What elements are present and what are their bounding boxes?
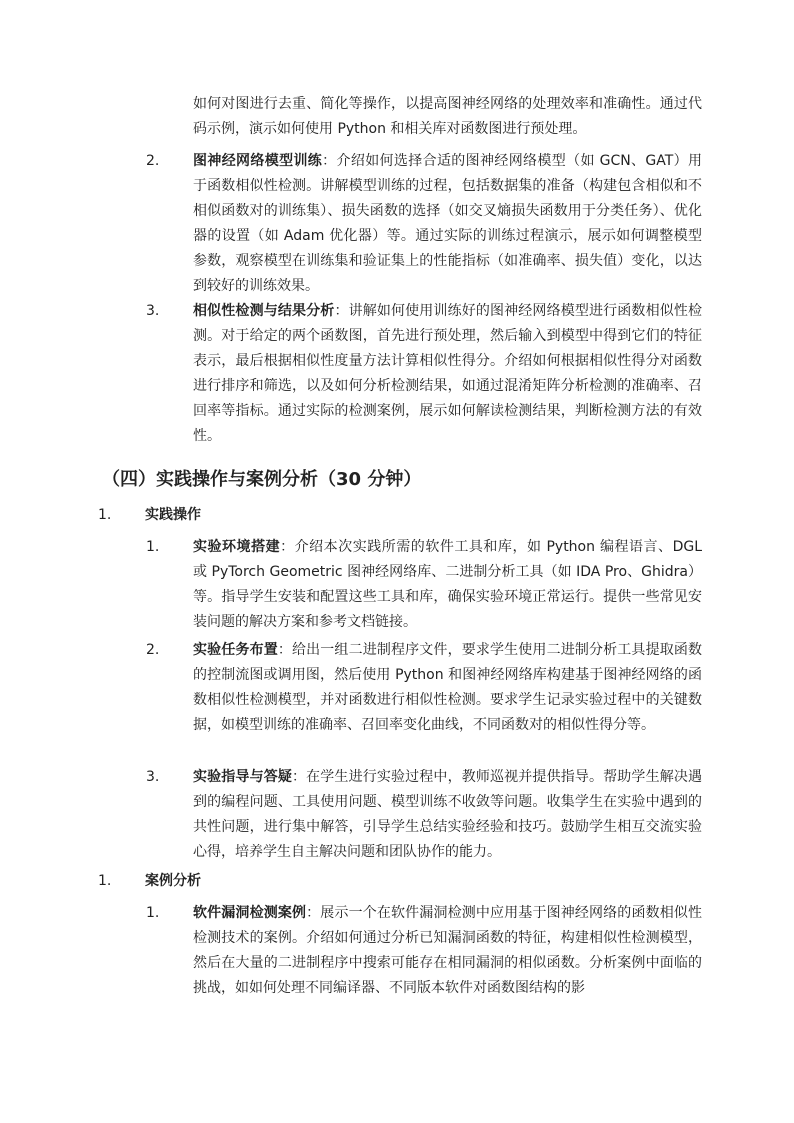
list-number: 1. <box>98 873 112 889</box>
list-label: 案例分析 <box>145 873 201 889</box>
section-heading: （四）实践操作与案例分析（30 分钟） <box>102 469 422 490</box>
item-body: ：给出一组二进制程序文件，要求学生使用二进制分析工具提取函数的控制流图或调用图，然后使用 Python 和图神经网络库构建基于图神经网络的函数相似性检测模型，并对函数进行相似性检测。要求学生记录实验过程中的关键数据，如模型训练的准确率、召回率变化曲线，不同函数对的相似性得分等。 <box>193 642 703 733</box>
list-item-level1 <box>98 503 702 528</box>
item-title: 软件漏洞检测案例 <box>193 905 307 921</box>
item-title: 实验任务布置 <box>193 642 278 658</box>
item-body: ：介绍本次实践所需的软件工具和库，如 Python 编程语言、DGL 或 PyTorch Geometric 图神经网络库、二进制分析工具（如 IDA Pro、Ghidra）等。指导学生安装和配置这些工具和库，确保实验环境正常运行。提供一些常见安装问题的解决方案和参考文档链接。 <box>193 539 702 630</box>
list-item <box>146 765 702 865</box>
list-number: 1. <box>146 905 160 921</box>
list-paragraph <box>193 149 702 299</box>
list-item <box>146 638 702 738</box>
list-paragraph <box>193 638 702 738</box>
list-item <box>146 149 702 299</box>
list-number: 3. <box>146 303 160 319</box>
intro-text: 如何对图进行去重、简化等操作，以提高图神经网络的处理效率和准确性。通过代码示例，演示如何使用 Python 和相关库对函数图进行预处理。 <box>193 96 702 137</box>
list-item <box>146 535 702 635</box>
item-title: 相似性检测与结果分析 <box>193 303 335 319</box>
item-body: ：展示一个在软件漏洞检测中应用基于图神经网络的函数相似性检测技术的案例。介绍如何通过分析已知漏洞函数的特征，构建相似性检测模型，然后在大量的二进制程序中搜索可能存在相同漏洞的相似函数。分析案例中面临的挑战，如如何处理不同编译器、不同版本软件对函数图结构的影 <box>193 905 703 996</box>
intro-continuation <box>146 92 702 142</box>
list-paragraph <box>193 901 702 1001</box>
list-paragraph <box>193 299 702 449</box>
item-body: ：讲解如何使用训练好的图神经网络模型进行函数相似性检测。对于给定的两个函数图，首先进行预处理，然后输入到模型中得到它们的特征表示，最后根据相似性度量方法计算相似性得分。介绍如何根据相似性得分对函数进行排序和筛选，以及如何分析检测结果，如通过混淆矩阵分析检测的准确率、召回率等指标。通过实际的检测案例，展示如何解读检测结果，判断检测方法的有效性。 <box>193 303 703 444</box>
list-number: 2. <box>146 642 160 658</box>
list-item <box>146 901 702 1001</box>
item-title: 图神经网络模型训练 <box>193 153 323 169</box>
list-item <box>146 299 702 449</box>
list-number: 1. <box>146 539 160 555</box>
item-title: 实验环境搭建 <box>193 539 281 555</box>
item-body: ：介绍如何选择合适的图神经网络模型（如 GCN、GAT）用于函数相似性检测。讲解模型训练的过程，包括数据集的准备（构建包含相似和不相似函数对的训练集）、损失函数的选择（如交叉熵损失函数用于分类任务）、优化器的设置（如 Adam 优化器）等。通过实际的训练过程演示，展示如何调整模型参数，观察模型在训练集和验证集上的性能指标（如准确率、损失值）变化，以达到较好的训练效果。 <box>193 153 703 294</box>
list-number: 3. <box>146 769 160 785</box>
item-body: ：在学生进行实验过程中，教师巡视并提供指导。帮助学生解决遇到的编程问题、工具使用问题、模型训练不收敛等问题。收集学生在实验中遇到的共性问题，进行集中解答，引导学生总结实验经验和技巧。鼓励学生相互交流实验心得，培养学生自主解决问题和团队协作的能力。 <box>193 769 702 860</box>
list-number: 1. <box>98 507 112 523</box>
list-label: 实践操作 <box>145 507 201 523</box>
item-title: 实验指导与答疑 <box>193 769 292 785</box>
list-item-level1 <box>98 869 702 894</box>
list-paragraph <box>193 765 702 865</box>
list-number: 2. <box>146 153 160 169</box>
list-paragraph <box>193 535 702 635</box>
